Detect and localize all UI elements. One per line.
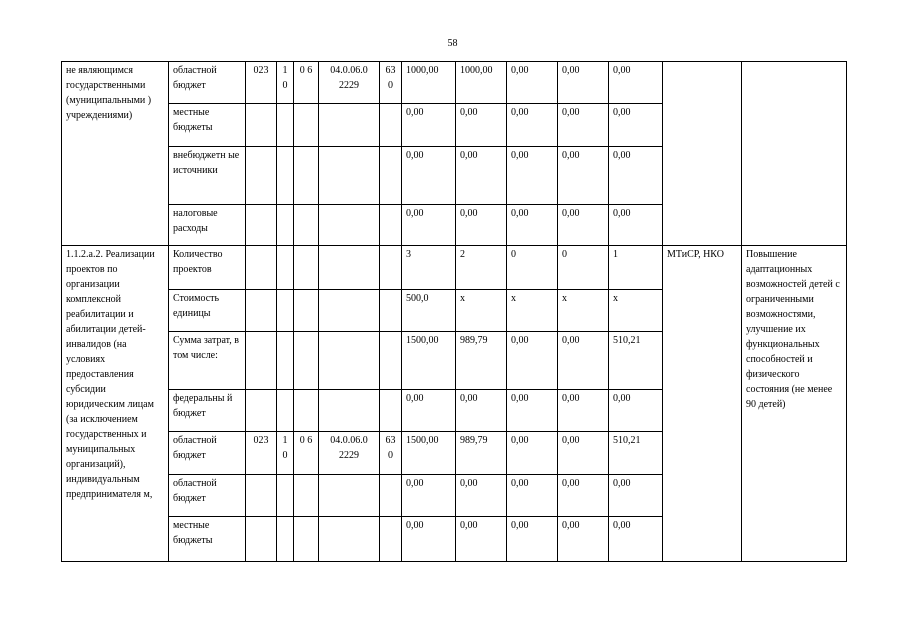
funding-source: Количество проектов (169, 246, 246, 290)
funding-source: областной бюджет (169, 62, 246, 104)
funding-source: местные бюджеты (169, 104, 246, 147)
value-year-1: 0,00 (456, 475, 507, 517)
value-year-4: 0,00 (609, 517, 663, 562)
value-year-2: 0,00 (507, 332, 558, 390)
expense-type-code: 63 0 (380, 432, 402, 475)
budget-code: 023 (246, 62, 277, 104)
funding-source: областной бюджет (169, 475, 246, 517)
measure-description: не являющимся государственными (муниципальными ) учреждениями) (62, 62, 169, 246)
value-year-1: 0,00 (456, 104, 507, 147)
value-year-2: 0,00 (507, 147, 558, 205)
measure-description: 1.1.2.а.2. Реализации проектов по организации комплексной реабилитации и абилитации детей-инвалидов (на условиях предоставления субсидии юридическим лицам (за исключением государственных и муниципальных организаций), индивидуальным предпринимателя м, (62, 246, 169, 562)
value-year-2: 0,00 (507, 104, 558, 147)
value-year-4: 0,00 (609, 62, 663, 104)
executor-cell: МТиСР, НКО (663, 246, 742, 562)
value-total: 0,00 (402, 517, 456, 562)
value-year-2: х (507, 290, 558, 332)
value-year-3: х (558, 290, 609, 332)
value-year-1: 989,79 (456, 332, 507, 390)
funding-source: внебюджетн ые источники (169, 147, 246, 205)
value-year-3: 0,00 (558, 432, 609, 475)
expense-type-code: 63 0 (380, 62, 402, 104)
value-year-3: 0,00 (558, 332, 609, 390)
funding-source: областной бюджет (169, 432, 246, 475)
funding-source: налоговые расходы (169, 205, 246, 246)
funding-source: местные бюджеты (169, 517, 246, 562)
value-year-2: 0,00 (507, 390, 558, 432)
value-year-3: 0,00 (558, 104, 609, 147)
budget-code: 023 (246, 432, 277, 475)
budget-table (61, 61, 847, 562)
funding-source: Стоимость единицы (169, 290, 246, 332)
value-total: 0,00 (402, 147, 456, 205)
value-year-4: 0,00 (609, 104, 663, 147)
value-year-1: 0,00 (456, 517, 507, 562)
value-total: 0,00 (402, 205, 456, 246)
section-code: 1 0 (277, 432, 294, 475)
value-total: 1000,00 (402, 62, 456, 104)
value-year-2: 0 (507, 246, 558, 290)
value-year-4: 1 (609, 246, 663, 290)
value-year-2: 0,00 (507, 517, 558, 562)
result-cell: Повышение адаптационных возможностей детей с ограниченными возможностями, улучшение их функциональных способностей и физического состояния (не менее 90 детей) (742, 246, 847, 562)
value-year-1: 2 (456, 246, 507, 290)
value-total: 1500,00 (402, 332, 456, 390)
value-year-3: 0,00 (558, 205, 609, 246)
table-row (62, 246, 847, 290)
subsection-code: 0 6 (294, 432, 319, 475)
executor-cell (663, 62, 742, 246)
value-year-1: 989,79 (456, 432, 507, 475)
value-year-2: 0,00 (507, 62, 558, 104)
value-year-3: 0,00 (558, 390, 609, 432)
value-year-3: 0,00 (558, 517, 609, 562)
value-year-4: 0,00 (609, 205, 663, 246)
value-year-1: 0,00 (456, 205, 507, 246)
value-year-4: 510,21 (609, 432, 663, 475)
value-year-1: 0,00 (456, 147, 507, 205)
value-total: 1500,00 (402, 432, 456, 475)
value-year-4: 0,00 (609, 147, 663, 205)
value-year-3: 0,00 (558, 147, 609, 205)
funding-source: Сумма затрат, в том числе: (169, 332, 246, 390)
value-year-4: 0,00 (609, 390, 663, 432)
target-article-code: 04.0.06.0 2229 (319, 62, 380, 104)
value-year-4: 0,00 (609, 475, 663, 517)
value-year-4: х (609, 290, 663, 332)
value-year-3: 0,00 (558, 475, 609, 517)
value-year-2: 0,00 (507, 432, 558, 475)
table-row (62, 62, 847, 104)
value-year-4: 510,21 (609, 332, 663, 390)
value-year-3: 0,00 (558, 62, 609, 104)
target-article-code: 04.0.06.0 2229 (319, 432, 380, 475)
value-total: 3 (402, 246, 456, 290)
value-year-2: 0,00 (507, 205, 558, 246)
value-total: 0,00 (402, 475, 456, 517)
value-year-1: х (456, 290, 507, 332)
section-code: 1 0 (277, 62, 294, 104)
value-year-1: 0,00 (456, 390, 507, 432)
value-year-3: 0 (558, 246, 609, 290)
subsection-code: 0 6 (294, 62, 319, 104)
page-number: 58 (447, 38, 458, 49)
value-year-2: 0,00 (507, 475, 558, 517)
funding-source: федеральны й бюджет (169, 390, 246, 432)
value-total: 0,00 (402, 104, 456, 147)
result-cell (742, 62, 847, 246)
value-year-1: 1000,00 (456, 62, 507, 104)
value-total: 500,0 (402, 290, 456, 332)
value-total: 0,00 (402, 390, 456, 432)
